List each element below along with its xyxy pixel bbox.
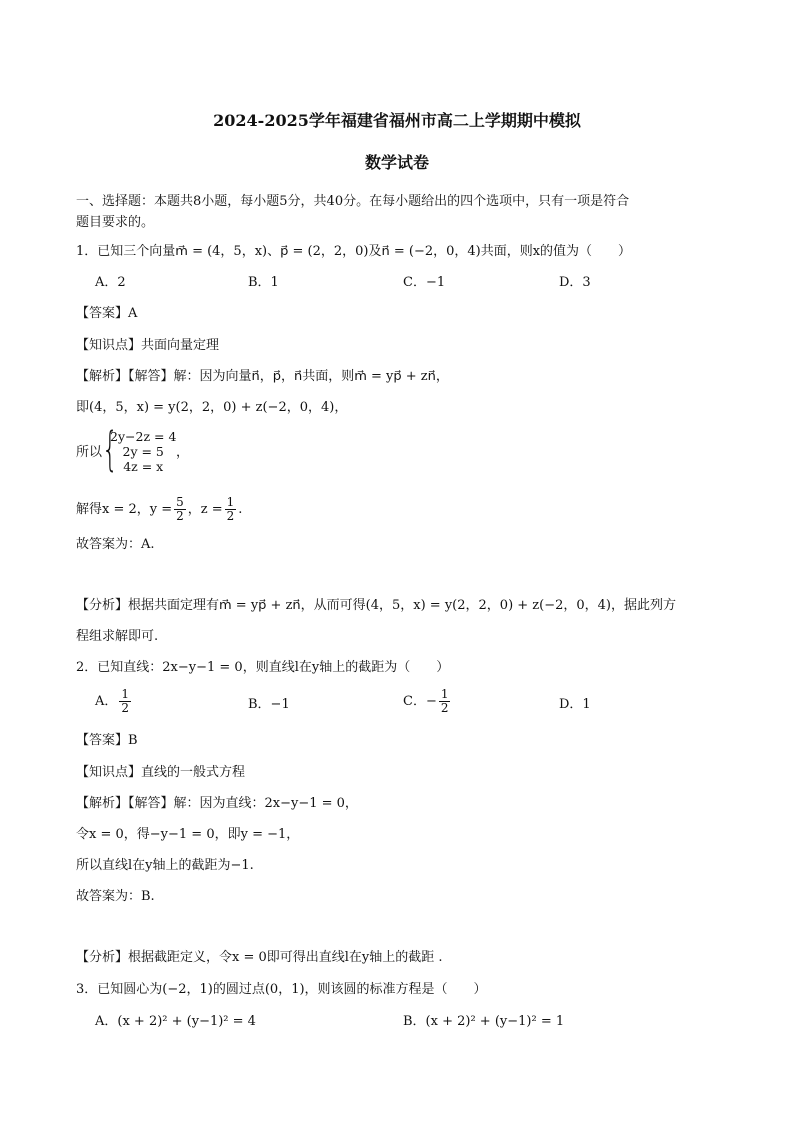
fraction bbox=[119, 688, 131, 715]
q1-fenxi-line2: 程组求解即可. bbox=[76, 629, 159, 644]
fraction-numerator: 1 bbox=[121, 687, 130, 701]
fraction-y bbox=[174, 496, 186, 523]
q2-conclusion: 故答案为：B. bbox=[76, 889, 155, 904]
q1-conclusion: 故答案为：A. bbox=[76, 537, 155, 552]
q1-answer: 【答案】A bbox=[76, 306, 138, 321]
q1-analysis-line2: 即(4，5，x) = y(2，2，0) + z(−2，0，4)， bbox=[76, 400, 348, 415]
q1-equation-system bbox=[110, 429, 176, 474]
system-row: 4z = x bbox=[123, 459, 164, 474]
fraction-denominator: 2 bbox=[176, 509, 184, 523]
section-header-line2: 题目要求的。 bbox=[76, 215, 155, 230]
option-prefix: C．− bbox=[403, 694, 437, 709]
q1-knowledge: 【知识点】共面向量定理 bbox=[76, 338, 220, 353]
system-row: 2y−2z = 4 bbox=[110, 429, 177, 444]
solve-suffix: . bbox=[238, 502, 243, 517]
q3-option-a: A．(x + 2)² + (y−1)² = 4 bbox=[95, 1014, 256, 1029]
q1-solution-line bbox=[76, 496, 242, 523]
page-subtitle: 数学试卷 bbox=[364, 153, 429, 172]
system-row: 2y = 5 bbox=[122, 444, 164, 459]
page-title: 2024-2025学年福建省福州市高二上学期期中模拟 bbox=[213, 111, 581, 130]
q1-option-c: C．−1 bbox=[403, 275, 446, 290]
solve-mid: ，z = bbox=[187, 502, 223, 517]
q3-option-b: B．(x + 2)² + (y−1)² = 1 bbox=[403, 1014, 565, 1029]
q1-stem: 1．已知三个向量m⃗ = (4，5，x)、p⃗ = (2，2，0)及n⃗ = (−2，0，4)共面，则x的值为（ ） bbox=[76, 244, 632, 259]
fraction-denominator: 2 bbox=[121, 701, 130, 715]
solve-prefix: 解得x = 2，y = bbox=[76, 502, 173, 517]
system-brace: { bbox=[102, 422, 119, 476]
fraction-denominator: 2 bbox=[440, 701, 449, 715]
section-header-line1: 一、选择题：本题共8小题，每小题5分，共40分。在每小题给出的四个选项中，只有一项是符合 bbox=[76, 194, 630, 209]
q1-fenxi-line1: 【分析】根据共面定理有m⃗ = yp⃗ + zn⃗，从而可得(4，5，x) = y(2，2，0) + z(−2，0，4)，据此列方 bbox=[76, 598, 676, 613]
fraction-denominator: 2 bbox=[226, 509, 235, 523]
q2-option-b: B．−1 bbox=[248, 697, 290, 712]
fraction-numerator: 1 bbox=[440, 687, 449, 701]
q2-option-d: D．1 bbox=[559, 697, 591, 712]
q2-knowledge: 【知识点】直线的一般式方程 bbox=[76, 765, 246, 780]
q1-option-b: B．1 bbox=[248, 275, 279, 290]
q2-fenxi: 【分析】根据截距定义，令x = 0即可得出直线l在y轴上的截距 . bbox=[76, 950, 443, 965]
q2-stem: 2．已知直线：2x−y−1 = 0，则直线l在y轴上的截距为（ ） bbox=[76, 660, 450, 675]
q1-option-d: D．3 bbox=[559, 275, 591, 290]
q1-analysis-line1: 【解析】【解答】解：因为向量n⃗，p⃗，n⃗共面，则m⃗ = yp⃗ + zn⃗， bbox=[76, 369, 449, 384]
q2-analysis-line1: 【解析】【解答】解：因为直线：2x−y−1 = 0， bbox=[76, 796, 358, 811]
q1-option-a: A．2 bbox=[95, 275, 126, 290]
fraction bbox=[439, 688, 451, 715]
q2-analysis-line2: 令x = 0，得−y−1 = 0，即y = −1， bbox=[76, 827, 300, 842]
q1-system-prefix: 所以 bbox=[76, 445, 103, 460]
q1-system-suffix: ， bbox=[176, 445, 190, 460]
fraction-z bbox=[225, 496, 237, 523]
q2-option-c bbox=[403, 688, 452, 715]
fraction-numerator: 1 bbox=[226, 495, 235, 509]
q3-stem: 3．已知圆心为(−2，1)的圆过点(0，1)，则该圆的标准方程是（ ） bbox=[76, 982, 487, 997]
option-prefix: A． bbox=[95, 694, 118, 709]
fraction-numerator: 5 bbox=[176, 495, 184, 509]
q2-answer: 【答案】B bbox=[76, 733, 138, 748]
q2-analysis-line3: 所以直线l在y轴上的截距为−1. bbox=[76, 858, 254, 873]
q2-option-a bbox=[95, 688, 133, 715]
